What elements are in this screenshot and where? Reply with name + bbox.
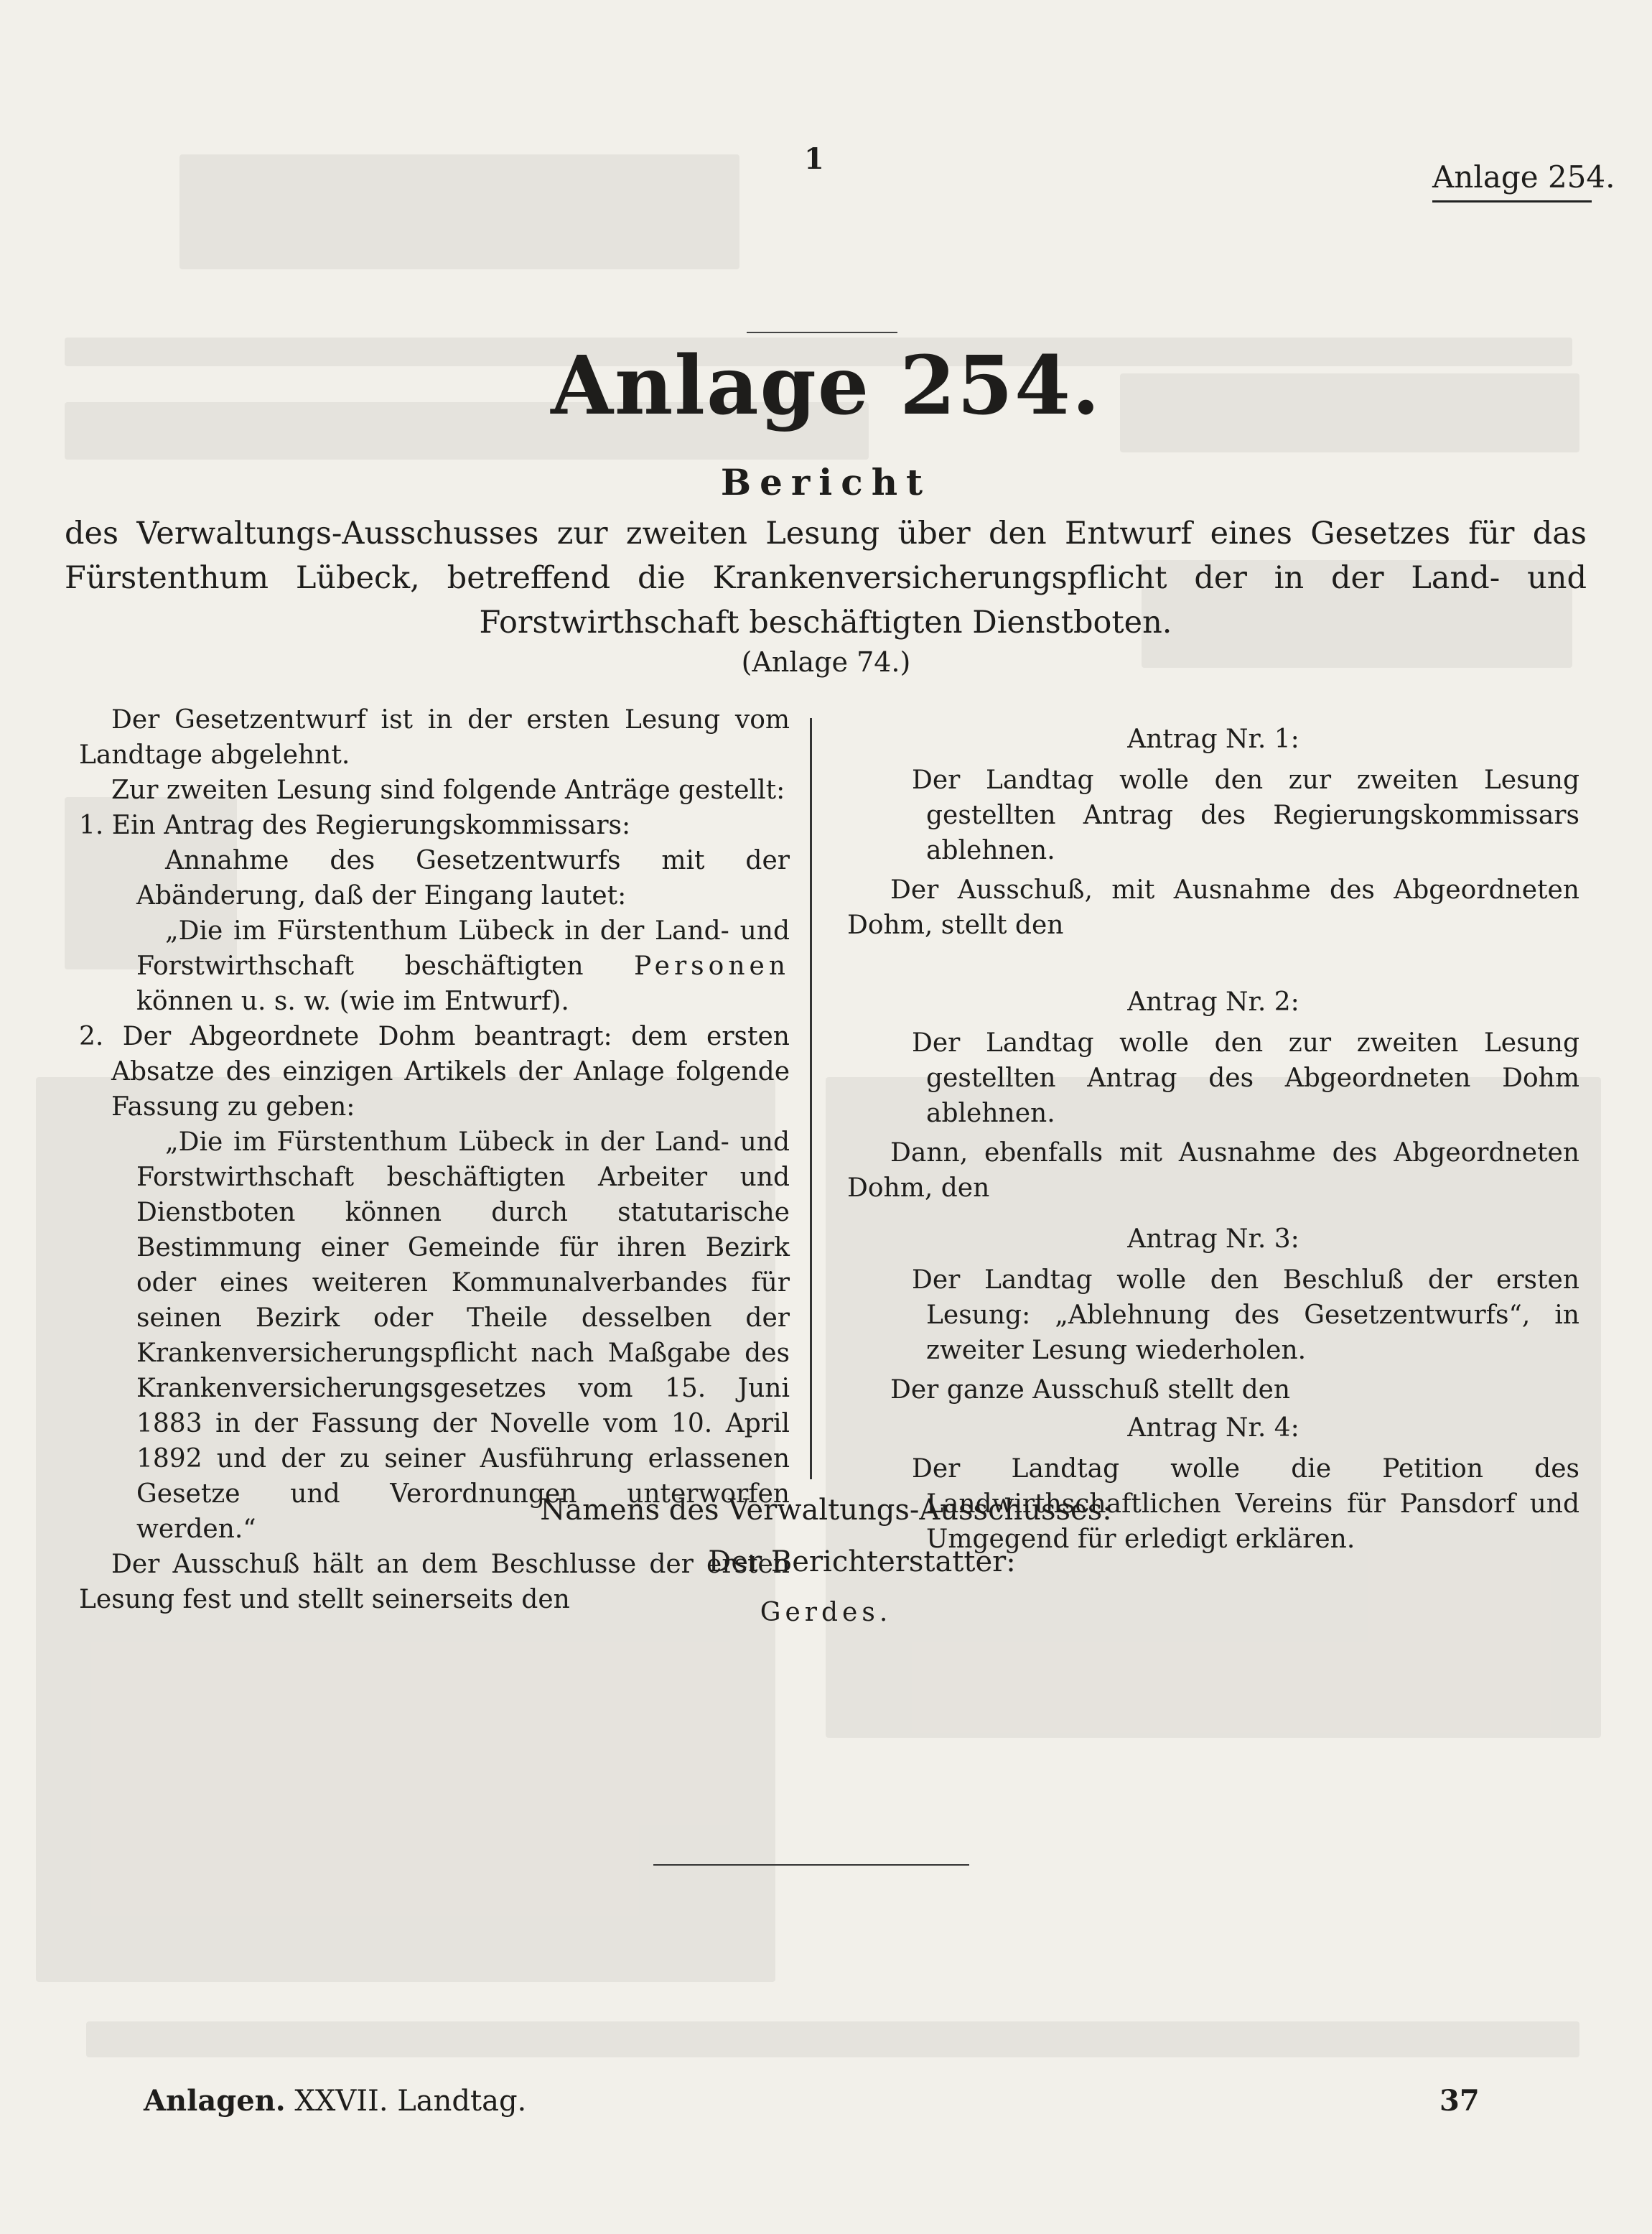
antrag-3-heading: Antrag Nr. 3: (1127, 1224, 1299, 1254)
motion-1-quote-part-a: „Die im Fürstenthum Lübeck in der Land- und Forstwirthschaft beschäftigten (136, 916, 790, 981)
right-column (847, 722, 1579, 1557)
committee-statement-3: Der ganze Ausschuß stellt den (890, 1375, 1291, 1405)
motion-1-quote-part-b: können u. s. w. (wie im Entwurf). (136, 987, 569, 1016)
footer-label-rest: XXVII. Landtag. (294, 2085, 527, 2118)
motion-1-quote-spaced: Personen (634, 951, 790, 981)
antrag-4-heading: Antrag Nr. 4: (1127, 1413, 1299, 1443)
footer-label (144, 2084, 526, 2118)
motion-2-intro: 2. Der Abgeordnete Dohm beantragt: dem ersten Absatze des einzigen Artikels der Anlage folgende Fassung zu geben: (79, 1022, 790, 1122)
antrag-2-heading: Antrag Nr. 2: (1127, 987, 1299, 1017)
anlage-reference: Anlage 254. (1432, 159, 1615, 195)
footer-page-number: 37 (1439, 2084, 1480, 2118)
motion-1-body: Annahme des Gesetzentwurfs mit der Abänderung, daß der Eingang lautet: (136, 846, 790, 911)
report-heading: Bericht (720, 461, 932, 503)
column-divider (810, 718, 812, 1479)
committee-statement-2: Dann, ebenfalls mit Ausnahme des Abgeordneten Dohm, den (847, 1138, 1579, 1203)
page-title: Anlage 254. (551, 339, 1101, 433)
page-number: 1 (804, 142, 824, 176)
signature: Gerdes. (760, 1598, 892, 1627)
motion-1-intro: 1. Ein Antrag des Regierungskommissars: (79, 811, 631, 840)
closing-committee: Namens des Verwaltungs-Ausschusses: (540, 1494, 1112, 1527)
antrag-2-body: Der Landtag wolle den zur zweiten Lesung gestellten Antrag des Abgeordneten Dohm ablehnen. (912, 1028, 1579, 1128)
footer-label-bold: Anlagen. (144, 2084, 286, 2118)
antrag-4-body: Der Landtag wolle die Petition des Landwirthschaftlichen Vereins für Pansdorf und Umgegend für erledigt erklären. (912, 1454, 1579, 1554)
end-rule (653, 1864, 969, 1866)
paragraph-committee-decision: Der Ausschuß hält an dem Beschlusse der ersten Lesung fest und stellt seinerseits den (79, 1550, 790, 1614)
committee-statement-1: Der Ausschuß, mit Ausnahme des Abgeordneten Dohm, stellt den (847, 875, 1579, 940)
antrag-1-body: Der Landtag wolle den zur zweiten Lesung gestellten Antrag des Regierungskommissars ablehnen. (912, 765, 1579, 865)
header-underline (1432, 200, 1592, 203)
motion-2-quote: „Die im Fürstenthum Lübeck in der Land- und Forstwirthschaft beschäftigten Arbeiter und Dienstboten können durch statutarische Bestimmung einer Gemeinde für ihren Bezirk oder eines weiteren Kommunalverbandes für seinen Bezirk oder Theile desselben der Krankenversicherungspflicht nach Maßgabe des Krankenversicherungsgesetzes vom 15. Juni 1883 in der Fassung der Novelle vom 10. April 1892 und der zu seiner Ausführung erlassenen Gesetze und Verordnungen unterworfen werden.“ (136, 1127, 790, 1544)
title-top-rule (747, 332, 897, 333)
closing-rapporteur: Der Berichterstatter: (708, 1545, 1016, 1578)
paragraph-motions-intro: Zur zweiten Lesung sind folgende Anträge gestellt: (111, 776, 785, 805)
antrag-1-heading: Antrag Nr. 1: (1127, 725, 1299, 754)
motion-1-quote (79, 913, 790, 1019)
source-reference: (Anlage 74.) (741, 646, 911, 678)
report-subject: des Verwaltungs-Ausschusses zur zweiten Lesung über den Entwurf eines Gesetzes für das Fürstenthum Lübeck, betreffend die Krankenversicherungspflicht der in der Land- und Forstwirthschaft beschäftigten Dienstboten. (65, 516, 1587, 641)
paragraph-first-reading: Der Gesetzentwurf ist in der ersten Lesung vom Landtage abgelehnt. (79, 705, 790, 770)
antrag-3-body: Der Landtag wolle den Beschluß der ersten Lesung: „Ablehnung des Gesetzentwurfs“, in zweiter Lesung wiederholen. (912, 1265, 1579, 1365)
left-column (79, 702, 790, 1617)
